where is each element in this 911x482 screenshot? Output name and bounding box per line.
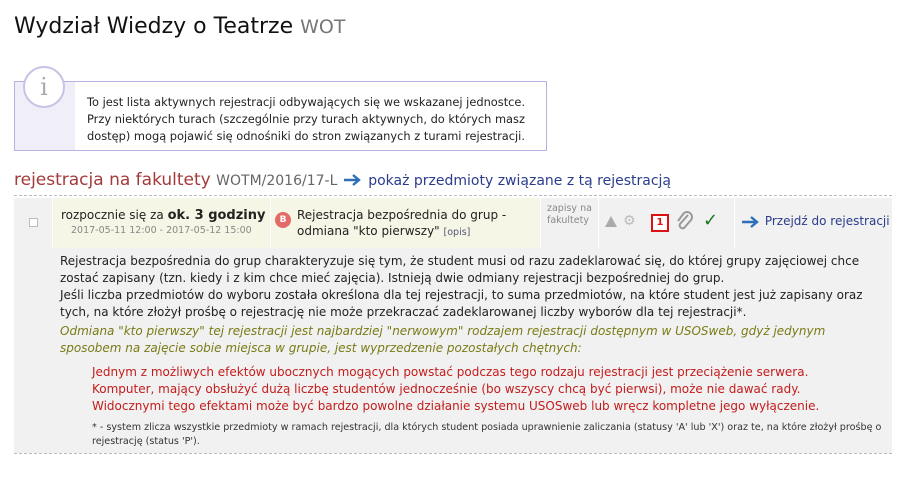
status-text: zapisy na fakultety — [547, 203, 592, 226]
page-title — [14, 14, 345, 39]
description-text: Rejestracja bezpośrednia do grup charakteryzuje się tym, że student musi od razu zadeklarować się, do której grupy zajęciowej chce zostać zapisany (tzn. kiedy i z kim chce mieć zajęcia). Istnieją dwie odmiany rejestracji bezpośredniej do grup. Jeśli liczba przedmiotów do wyboru została określona dla tej rejestracji, to suma przedmiotów, na które student jest już zapisany oraz tych, na które złożył prośbę o rejestrację nie może przekraczać zadeklarowanej liczby wyborów dla tej rejestracji*. — [60, 254, 863, 319]
starts-value: ok. 3 godziny — [167, 208, 266, 223]
info-icon: i — [23, 66, 65, 108]
registration-row — [14, 198, 892, 248]
registration-title: rejestracja na fakultety — [14, 170, 211, 190]
type-badge: B — [275, 212, 291, 228]
registration-status — [540, 198, 599, 248]
gears-icon: ⚙ — [623, 213, 636, 229]
info-text: To jest lista aktywnych rejestracji odbywających się we wskazanej jednostce. Przy niektórych turach (szczególnie przy turach aktywnych, do których masz dostęp) mogą pojawić się odnośniki do stron związanych z turami rejestracji. — [87, 95, 526, 143]
expand-square-icon — [29, 218, 38, 227]
show-courses-link[interactable] — [343, 170, 671, 190]
arrow-right-icon — [741, 216, 761, 228]
footnote: * - system zlicza wszystkie przedmioty w ramach rejestracji, dla których student posiada uprawnienie zaliczania (statusy 'A' lub 'X') oraz te, na które złożył prośbę o rejestrację (status 'P'). — [92, 422, 882, 447]
show-courses-link-label: pokaż przedmioty związane z tą rejestracją — [368, 173, 672, 189]
starts-prefix: rozpocznie się za — [61, 208, 164, 222]
registration-time — [52, 198, 271, 248]
variant-note: Odmiana "kto pierwszy" tej rejestracji jest najbardziej "nerwowym" rodzajem rejestracji dostępnym w USOSweb, gdyż jedynym sposobem na zajęcie sobie miejsca w grupie, jest wyprzedzenie pozostałych chętnych: — [60, 324, 826, 355]
go-to-registration-link[interactable] — [734, 198, 893, 248]
limit-badge: 1 — [651, 214, 669, 232]
date-range: 2017-05-11 12:00 - 2017-05-12 15:00 — [71, 225, 252, 236]
registration-icons — [598, 198, 735, 248]
arrow-right-icon — [343, 174, 363, 186]
unit-code: WOT — [300, 16, 346, 38]
divider — [14, 453, 892, 454]
checkmark-icon: ✓ — [703, 210, 719, 231]
type-description-link[interactable]: [opis] — [443, 227, 471, 238]
type-text: Rejestracja bezpośrednia do grup - odmiana "kto pierwszy" — [297, 208, 507, 238]
warning-text: Jednym z możliwych efektów ubocznych mogących powstać podczas tego rodzaju rejestracji jest przeciążenie serwera. Komputer, mający obsłużyć dużą liczbę studentów jednocześnie (bo wszyscy chcą być pierwsi), może nie dawać rady. Widocznymi tego efektami może być bardzo powolne działanie systemu USOSweb lub wręcz kompletne jego wyłączenie. — [92, 365, 820, 413]
page-title-text: Wydział Wiedzy o Teatrze — [14, 14, 294, 39]
paperclip-icon — [675, 211, 695, 233]
go-to-registration-label: Przejdź do rejestracji — [764, 214, 890, 228]
divider — [14, 195, 892, 196]
info-box — [14, 73, 547, 151]
registration-header — [14, 170, 671, 190]
triangle-up-icon — [605, 216, 617, 227]
registration-description — [14, 248, 892, 453]
row-toggle[interactable] — [14, 198, 52, 248]
registration-code: WOTM/2016/17-L — [216, 173, 338, 189]
registration-type — [270, 198, 541, 248]
